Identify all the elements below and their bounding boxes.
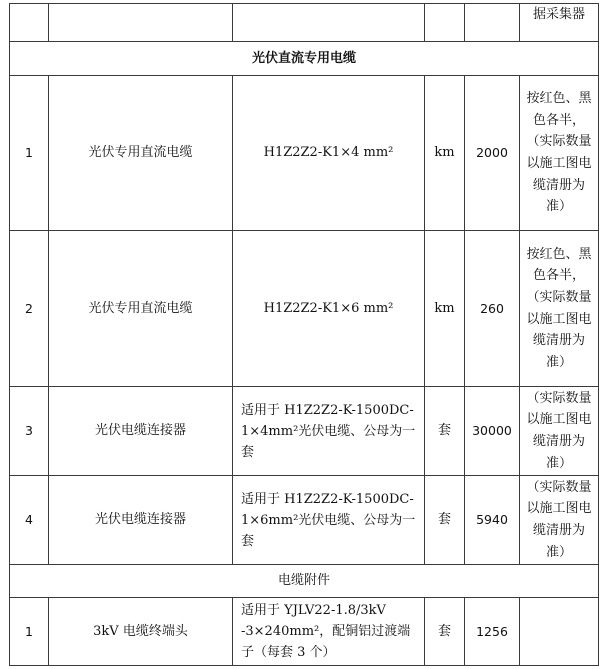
cell-note: 按红色、黑色各半，（实际数量以施工图电缆清册为准） <box>520 231 599 387</box>
cell-no: 1 <box>10 76 49 231</box>
section-title: 光伏直流专用电缆 <box>10 42 599 76</box>
cell-qty: 260 <box>465 231 520 387</box>
cell-no: 3 <box>10 387 49 476</box>
cell-name: 光伏电缆连接器 <box>49 387 233 476</box>
section-title: 电缆附件 <box>10 565 599 598</box>
cell-qty: 30000 <box>465 387 520 476</box>
cell-no: 1 <box>10 598 49 666</box>
cell-note: 按红色、黑色各半，（实际数量以施工图电缆清册为准） <box>520 76 599 231</box>
cell-note: （实际数量以施工图电缆清册为准） <box>520 387 599 476</box>
table-row <box>10 387 599 476</box>
section-header-dc-cable <box>10 42 599 76</box>
cell-note: （实际数量以施工图电缆清册为准） <box>520 476 599 565</box>
cell-spec: 适用于 YJLV22-1.8/3kV -3×240mm²，配铜铝过渡端子（每套 3 个） <box>233 598 425 666</box>
cell-qty: 5940 <box>465 476 520 565</box>
cell-unit: 套 <box>425 476 465 565</box>
table-row <box>10 231 599 387</box>
cell-qty: 2000 <box>465 76 520 231</box>
cell-no <box>10 4 49 42</box>
table-row <box>10 4 599 42</box>
cell-spec: 适用于 H1Z2Z2-K-1500DC-1×6mm²光伏电缆、公母为一套 <box>233 476 425 565</box>
section-header-accessories <box>10 565 599 598</box>
cell-name: 光伏专用直流电缆 <box>49 76 233 231</box>
cell-unit: km <box>425 76 465 231</box>
cell-spec <box>233 4 425 42</box>
cell-unit: 套 <box>425 598 465 666</box>
cell-spec: 适用于 H1Z2Z2-K-1500DC-1×4mm²光伏电缆、公母为一套 <box>233 387 425 476</box>
table-row <box>10 476 599 565</box>
cell-unit <box>425 4 465 42</box>
cell-unit: 套 <box>425 387 465 476</box>
cell-name <box>49 4 233 42</box>
cable-materials-table <box>9 3 599 666</box>
cell-note: 据采集器 <box>520 4 599 42</box>
table-row <box>10 76 599 231</box>
cell-spec: H1Z2Z2-K1×4 mm² <box>233 76 425 231</box>
cell-unit: km <box>425 231 465 387</box>
cell-name: 光伏专用直流电缆 <box>49 231 233 387</box>
cell-name: 3kV 电缆终端头 <box>49 598 233 666</box>
cell-no: 4 <box>10 476 49 565</box>
cell-no: 2 <box>10 231 49 387</box>
cell-spec: H1Z2Z2-K1×6 mm² <box>233 231 425 387</box>
cell-qty: 1256 <box>465 598 520 666</box>
cell-name: 光伏电缆连接器 <box>49 476 233 565</box>
cell-note <box>520 598 599 666</box>
table-row <box>10 598 599 666</box>
cell-qty <box>465 4 520 42</box>
